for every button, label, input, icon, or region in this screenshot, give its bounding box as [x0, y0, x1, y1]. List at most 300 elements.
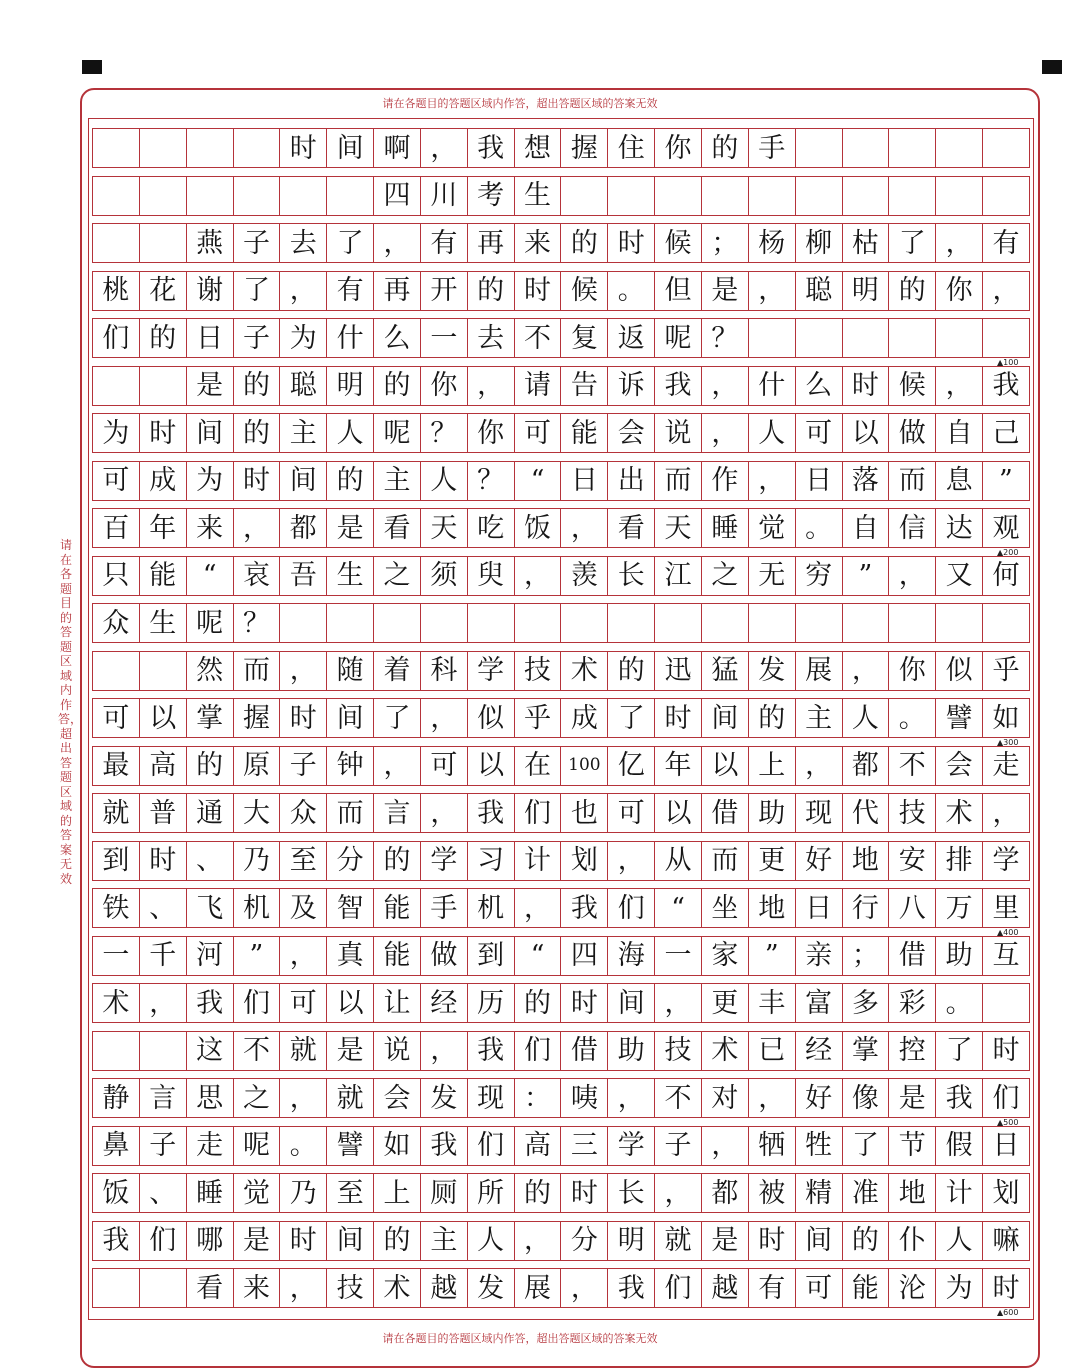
grid-cell: 燕	[186, 224, 233, 262]
answer-area-notice-side: 请在各题目的答题区域内作答，超出答题区域的答案无效	[58, 538, 83, 886]
grid-cell	[233, 177, 280, 215]
grid-cell: ，	[514, 557, 561, 595]
grid-cell	[93, 177, 139, 215]
grid-cell: 100	[560, 747, 607, 785]
grid-cell: ，	[420, 1032, 467, 1070]
grid-cell: 发	[420, 1079, 467, 1117]
grid-cell: 原	[233, 747, 280, 785]
grid-cell: ，	[233, 509, 280, 547]
grid-cell: 告	[560, 367, 607, 405]
grid-cell: 不	[233, 1032, 280, 1070]
grid-cell: 展	[795, 652, 842, 690]
grid-cell: 借	[888, 937, 935, 975]
grid-cell: 枯	[842, 224, 889, 262]
grid-cell: 掌	[186, 699, 233, 737]
grid-cell: 为	[279, 319, 326, 357]
grid-cell: 大	[233, 794, 280, 832]
grid-cell: 住	[607, 129, 654, 167]
grid-cell: 分	[326, 842, 373, 880]
grid-cell	[888, 604, 935, 642]
grid-cell: 以	[842, 414, 889, 452]
grid-cell: 上	[373, 1174, 420, 1212]
grid-cell: 更	[701, 984, 748, 1022]
grid-cell: 沦	[888, 1269, 935, 1307]
grid-cell: 年	[654, 747, 701, 785]
grid-row	[92, 128, 1030, 168]
grid-cell: 里	[982, 889, 1029, 927]
grid-cell: 多	[842, 984, 889, 1022]
grid-cell: 人	[748, 414, 795, 452]
grid-cell	[93, 367, 139, 405]
grid-cell: 子	[233, 319, 280, 357]
grid-cell: 聪	[795, 272, 842, 310]
grid-cell	[982, 604, 1029, 642]
grid-cell: 是	[701, 1222, 748, 1260]
grid-cell: 被	[748, 1174, 795, 1212]
grid-cell: 似	[935, 652, 982, 690]
grid-cell: 可	[102, 465, 130, 496]
grid-cell: ，	[279, 272, 326, 310]
grid-cell: 不	[654, 1079, 701, 1117]
grid-cell: 候	[560, 272, 607, 310]
grid-cell: 日	[795, 462, 842, 500]
grid-cell: 时	[279, 129, 326, 167]
grid-cell	[701, 604, 748, 642]
answer-area-notice-bottom: 请在各题目的答题区域内作答，超出答题区域的答案无效	[382, 1332, 658, 1345]
grid-cell: 排	[935, 842, 982, 880]
grid-row	[92, 983, 1030, 1023]
grid-cell: 越	[420, 1269, 467, 1307]
grid-cell: 我	[102, 1225, 130, 1256]
grid-cell: ；	[701, 224, 748, 262]
grid-cell: 是	[888, 1079, 935, 1117]
grid-cell: 你	[888, 652, 935, 690]
grid-cell: ，	[560, 1269, 607, 1307]
grid-cell: 来	[514, 224, 561, 262]
grid-cell: 借	[560, 1032, 607, 1070]
grid-cell: 智	[326, 889, 373, 927]
grid-cell: 会	[935, 747, 982, 785]
grid-cell: 可	[514, 414, 561, 452]
grid-cell	[326, 177, 373, 215]
grid-cell: 呢	[186, 604, 233, 642]
grid-cell: 助	[607, 1032, 654, 1070]
grid-cell: 返	[607, 319, 654, 357]
grid-cell: 八	[888, 889, 935, 927]
grid-cell: 到	[102, 845, 130, 876]
grid-cell: 的	[186, 747, 233, 785]
grid-cell: 四	[560, 937, 607, 975]
grid-cell: ，	[982, 272, 1029, 310]
grid-cell: 百	[102, 512, 130, 544]
grid-cell: 机	[467, 889, 514, 927]
grid-cell: 静	[102, 1082, 130, 1114]
grid-cell: 而	[701, 842, 748, 880]
grid-cell	[93, 224, 139, 262]
grid-cell: 以	[467, 747, 514, 785]
grid-row	[92, 318, 1030, 358]
grid-cell	[186, 177, 233, 215]
grid-cell: 川	[420, 177, 467, 215]
grid-cell	[373, 604, 420, 642]
grid-cell: 的	[842, 1222, 889, 1260]
grid-cell: 息	[935, 462, 982, 500]
grid-cell: 节	[888, 1127, 935, 1165]
grid-cell: 自	[935, 414, 982, 452]
grid-cell: 人	[935, 1222, 982, 1260]
grid-cell: 子	[139, 1127, 186, 1165]
grid-cell: 展	[514, 1269, 561, 1307]
grid-cell: 言	[373, 794, 420, 832]
grid-cell: ，	[467, 367, 514, 405]
grid-cell: 了	[935, 1032, 982, 1070]
grid-cell: 丰	[748, 984, 795, 1022]
grid-cell: ，	[279, 1079, 326, 1117]
grid-cell: 们	[102, 322, 130, 354]
grid-cell: 再	[467, 224, 514, 262]
grid-cell: 觉	[748, 509, 795, 547]
grid-cell: 地	[842, 842, 889, 880]
grid-cell: 人	[326, 414, 373, 452]
grid-cell: 亲	[795, 937, 842, 975]
grid-cell: 说	[654, 414, 701, 452]
grid-cell: 穷	[795, 557, 842, 595]
grid-cell: 技	[654, 1032, 701, 1070]
grid-cell: 们	[139, 1222, 186, 1260]
grid-cell: ，	[701, 414, 748, 452]
grid-cell: 学	[982, 842, 1029, 880]
grid-cell: 可	[420, 747, 467, 785]
grid-cell	[982, 177, 1029, 215]
grid-cell	[326, 604, 373, 642]
grid-cell: 越	[701, 1269, 748, 1307]
grid-cell: 什	[326, 319, 373, 357]
grid-cell: 桃	[102, 275, 130, 306]
grid-cell: 日	[795, 889, 842, 927]
grid-cell: 间	[326, 1222, 373, 1260]
grid-cell	[514, 604, 561, 642]
grid-cell: 花	[139, 272, 186, 310]
grid-cell: 而	[326, 794, 373, 832]
grid-cell: 饭	[102, 1177, 130, 1209]
grid-cell: 了	[607, 699, 654, 737]
grid-cell: 四	[373, 177, 420, 215]
grid-cell: 如	[982, 699, 1029, 737]
grid-cell: 子	[654, 1127, 701, 1165]
grid-cell	[842, 177, 889, 215]
grid-cell: 术	[102, 987, 130, 1019]
grid-cell	[560, 604, 607, 642]
grid-cell: 握	[560, 129, 607, 167]
grid-cell: 了	[842, 1127, 889, 1165]
grid-cell: 至	[279, 842, 326, 880]
grid-row	[92, 508, 1030, 548]
grid-cell: 杨	[748, 224, 795, 262]
grid-cell: 、	[186, 842, 233, 880]
grid-cell: 能	[373, 937, 420, 975]
grid-cell: ，	[701, 1127, 748, 1165]
grid-cell	[935, 319, 982, 357]
grid-cell: 也	[560, 794, 607, 832]
grid-cell: 年	[139, 509, 186, 547]
grid-cell: 日	[982, 1127, 1029, 1165]
grid-cell: 之	[373, 557, 420, 595]
grid-cell: 都	[842, 747, 889, 785]
grid-cell: 的	[607, 652, 654, 690]
grid-cell: 时	[607, 224, 654, 262]
grid-cell: 你	[654, 129, 701, 167]
grid-cell	[888, 129, 935, 167]
grid-cell: 们	[514, 794, 561, 832]
grid-cell: 走	[186, 1127, 233, 1165]
grid-cell	[93, 129, 139, 167]
grid-cell: 更	[748, 842, 795, 880]
grid-cell: 何	[982, 557, 1029, 595]
grid-cell: 的	[514, 984, 561, 1022]
grid-cell: 去	[279, 224, 326, 262]
grid-cell: 日	[186, 319, 233, 357]
grid-cell: 、	[139, 889, 186, 927]
grid-cell: 做	[888, 414, 935, 452]
grid-cell: 就	[102, 797, 130, 829]
grid-cell: 的	[748, 699, 795, 737]
word-count-marker: ▲400	[997, 928, 1019, 937]
grid-cell: 呢	[654, 319, 701, 357]
grid-cell: ？	[233, 604, 280, 642]
grid-cell: 日	[560, 462, 607, 500]
grid-cell: 长	[607, 1174, 654, 1212]
grid-cell: 候	[654, 224, 701, 262]
grid-cell: 主	[795, 699, 842, 737]
grid-cell: 分	[560, 1222, 607, 1260]
grid-cell: 计	[514, 842, 561, 880]
grid-cell: 而	[888, 462, 935, 500]
grid-cell	[420, 604, 467, 642]
grid-cell: 是	[233, 1222, 280, 1260]
grid-row	[92, 413, 1030, 453]
grid-cell: 人	[420, 462, 467, 500]
grid-cell: ，	[654, 1174, 701, 1212]
grid-cell: 。	[607, 272, 654, 310]
grid-cell: 行	[842, 889, 889, 927]
grid-cell: 如	[373, 1127, 420, 1165]
grid-cell: 诉	[607, 367, 654, 405]
word-count-marker: ▲200	[997, 548, 1019, 557]
grid-cell: 你	[935, 272, 982, 310]
grid-cell: 为	[102, 417, 130, 449]
grid-cell: 你	[467, 414, 514, 452]
grid-cell: 精	[795, 1174, 842, 1212]
grid-cell: ”	[982, 462, 1029, 500]
grid-cell: 们	[233, 984, 280, 1022]
grid-cell: 的	[373, 842, 420, 880]
grid-cell	[842, 319, 889, 357]
grid-row	[92, 698, 1030, 738]
grid-cell: 须	[420, 557, 467, 595]
grid-cell: 让	[373, 984, 420, 1022]
grid-cell: 技	[888, 794, 935, 832]
grid-cell: 发	[748, 652, 795, 690]
grid-cell: 而	[233, 652, 280, 690]
grid-cell	[279, 604, 326, 642]
grid-cell: 走	[982, 747, 1029, 785]
grid-row	[92, 888, 1030, 928]
grid-cell: 譬	[935, 699, 982, 737]
grid-cell: 来	[233, 1269, 280, 1307]
grid-cell: 机	[233, 889, 280, 927]
grid-cell: 对	[701, 1079, 748, 1117]
grid-cell: 就	[326, 1079, 373, 1117]
grid-cell: ”	[842, 557, 889, 595]
grid-cell: ，	[654, 984, 701, 1022]
grid-cell: 羡	[560, 557, 607, 595]
grid-cell: 亿	[607, 747, 654, 785]
grid-cell: 准	[842, 1174, 889, 1212]
grid-cell: 时	[514, 272, 561, 310]
word-count-marker: ▲300	[997, 738, 1019, 747]
word-count-marker: ▲100	[997, 358, 1019, 367]
grid-cell: 可	[795, 414, 842, 452]
grid-cell: 咦	[560, 1079, 607, 1117]
grid-cell: 控	[888, 1032, 935, 1070]
grid-cell: 的	[326, 462, 373, 500]
grid-cell	[982, 319, 1029, 357]
grid-cell: 的	[139, 319, 186, 357]
grid-cell: 乃	[279, 1174, 326, 1212]
grid-cell: 们	[654, 1269, 701, 1307]
grid-cell	[654, 177, 701, 215]
grid-cell: 众	[102, 607, 130, 639]
grid-cell	[139, 652, 186, 690]
grid-cell: 到	[467, 937, 514, 975]
grid-cell: 就	[279, 1032, 326, 1070]
grid-cell: 为	[935, 1269, 982, 1307]
grid-cell	[795, 319, 842, 357]
grid-cell: 江	[654, 557, 701, 595]
grid-cell: 时	[842, 367, 889, 405]
grid-cell: 以	[654, 794, 701, 832]
grid-cell: 有	[420, 224, 467, 262]
grid-cell: 做	[420, 937, 467, 975]
grid-cell: ？	[467, 462, 514, 500]
grid-cell: 一	[420, 319, 467, 357]
grid-cell: 观	[982, 509, 1029, 547]
grid-cell: 自	[842, 509, 889, 547]
grid-cell: 看	[373, 509, 420, 547]
grid-cell: 高	[139, 747, 186, 785]
grid-cell: 而	[654, 462, 701, 500]
grid-cell: 学	[467, 652, 514, 690]
grid-cell: 地	[748, 889, 795, 927]
grid-cell: 想	[514, 129, 561, 167]
grid-cell: 现	[467, 1079, 514, 1117]
grid-cell: 可	[795, 1269, 842, 1307]
grid-cell: 再	[373, 272, 420, 310]
grid-cell: 我	[982, 367, 1029, 405]
grid-cell: 我	[654, 367, 701, 405]
grid-cell: 臾	[467, 557, 514, 595]
grid-cell: 睡	[701, 509, 748, 547]
grid-cell: 随	[326, 652, 373, 690]
grid-cell: 的	[233, 367, 280, 405]
grid-cell: 言	[139, 1079, 186, 1117]
grid-cell: 们	[514, 1032, 561, 1070]
grid-cell: 牲	[795, 1127, 842, 1165]
grid-cell: 经	[420, 984, 467, 1022]
grid-cell: 可	[102, 702, 130, 734]
grid-cell: 我	[467, 1032, 514, 1070]
grid-row	[92, 1268, 1030, 1308]
grid-cell: 互	[982, 937, 1029, 975]
grid-cell	[935, 177, 982, 215]
grid-cell: ，	[373, 224, 420, 262]
grid-row	[92, 556, 1030, 596]
grid-cell: 从	[654, 842, 701, 880]
grid-cell	[842, 129, 889, 167]
grid-cell	[748, 604, 795, 642]
grid-cell: 们	[467, 1127, 514, 1165]
grid-cell: 的	[467, 272, 514, 310]
grid-cell: 间	[279, 462, 326, 500]
grid-cell: 术	[373, 1269, 420, 1307]
grid-cell	[982, 129, 1029, 167]
grid-cell: 科	[420, 652, 467, 690]
grid-cell	[139, 1032, 186, 1070]
grid-cell: 么	[795, 367, 842, 405]
grid-cell: 出	[607, 462, 654, 500]
grid-cell	[560, 177, 607, 215]
grid-cell: 猛	[701, 652, 748, 690]
grid-cell: 开	[420, 272, 467, 310]
grid-cell: 助	[748, 794, 795, 832]
grid-row	[92, 1031, 1030, 1071]
grid-cell: 习	[467, 842, 514, 880]
grid-cell: 时	[748, 1222, 795, 1260]
grid-cell: 作	[701, 462, 748, 500]
grid-cell: 好	[795, 842, 842, 880]
grid-row	[92, 223, 1030, 263]
grid-cell: “	[514, 462, 561, 500]
grid-cell: ，	[514, 1222, 561, 1260]
grid-cell: 思	[186, 1079, 233, 1117]
grid-cell: 的	[233, 414, 280, 452]
grid-cell: 什	[748, 367, 795, 405]
grid-cell: 么	[373, 319, 420, 357]
grid-cell: 高	[514, 1127, 561, 1165]
grid-cell: 时	[233, 462, 280, 500]
grid-cell: 像	[842, 1079, 889, 1117]
grid-cell: 是	[186, 367, 233, 405]
grid-cell: 所	[467, 1174, 514, 1212]
grid-cell: ，	[607, 1079, 654, 1117]
grid-cell: 哀	[233, 557, 280, 595]
grid-cell: 天	[654, 509, 701, 547]
grid-row	[92, 271, 1030, 311]
grid-cell: ”	[748, 937, 795, 975]
grid-cell: 了	[373, 699, 420, 737]
grid-cell: “	[514, 937, 561, 975]
grid-cell: 但	[654, 272, 701, 310]
grid-cell: 家	[701, 937, 748, 975]
grid-row	[92, 176, 1030, 216]
grid-cell: 。	[795, 509, 842, 547]
grid-cell: 乎	[514, 699, 561, 737]
grid-cell: 主	[373, 462, 420, 500]
grid-cell: 己	[982, 414, 1029, 452]
grid-cell: 明	[842, 272, 889, 310]
grid-cell: 间	[326, 699, 373, 737]
grid-cell: 是	[326, 1032, 373, 1070]
